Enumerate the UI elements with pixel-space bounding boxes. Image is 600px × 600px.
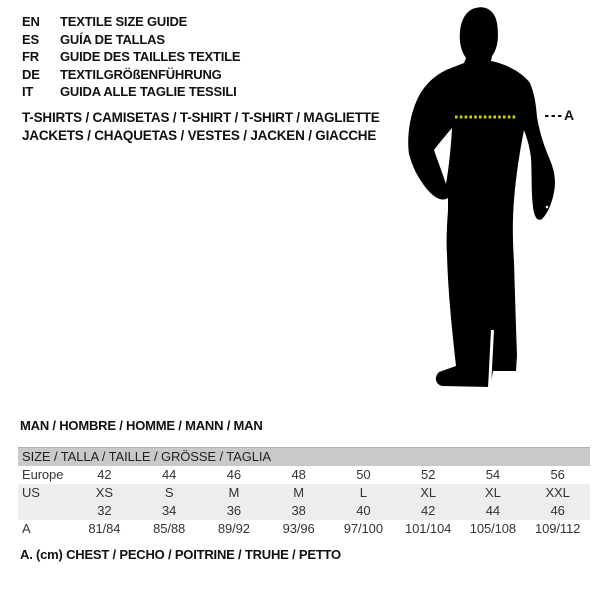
language-row xyxy=(22,13,240,31)
size-cell: 97/100 xyxy=(343,521,383,536)
row-label: A xyxy=(22,521,31,536)
size-cell: L xyxy=(359,485,367,500)
size-cell: 44 xyxy=(161,467,177,482)
language-row xyxy=(22,66,240,84)
row-label: Europe xyxy=(22,467,64,482)
size-cell: 54 xyxy=(485,467,500,482)
size-cell: 109/112 xyxy=(534,521,581,536)
size-cell: 42 xyxy=(97,467,112,482)
size-cell: 52 xyxy=(420,467,436,482)
size-cell: XS xyxy=(95,485,113,500)
size-cell: 105/108 xyxy=(469,521,517,536)
table-row-us xyxy=(18,484,590,502)
language-code: FR xyxy=(22,49,39,64)
language-row xyxy=(22,31,240,49)
size-cell: 89/92 xyxy=(217,521,250,536)
language-code: IT xyxy=(22,84,34,99)
size-cell: 34 xyxy=(161,503,177,518)
silhouette-shape xyxy=(408,7,555,387)
language-label: TEXTILE SIZE GUIDE xyxy=(60,14,188,29)
language-row xyxy=(22,83,240,101)
chest-measurement-note: A. (cm) CHEST / PECHO / POITRINE / TRUHE / PETTO xyxy=(20,547,341,562)
size-cell: 42 xyxy=(420,503,436,518)
table-title-man: MAN / HOMBRE / HOMME / MANN / MAN xyxy=(20,418,263,433)
language-label: GUÍA DE TALLAS xyxy=(60,31,165,47)
size-cell: XL xyxy=(485,485,501,500)
size-cell: 36 xyxy=(226,503,241,518)
size-cell: 85/88 xyxy=(153,521,186,536)
size-table-header: SIZE / TALLA / TAILLE / GRÖSSE / TAGLIA xyxy=(18,447,590,466)
man-silhouette xyxy=(390,0,590,400)
size-cell: 44 xyxy=(485,503,500,518)
measurement-letter-a: A xyxy=(564,107,574,123)
hand-detail xyxy=(546,206,549,209)
row-label xyxy=(18,502,72,520)
garment-categories xyxy=(22,109,380,145)
size-cell: 46 xyxy=(226,467,241,482)
size-cell: 81/84 xyxy=(88,521,121,536)
size-cell: 50 xyxy=(356,467,371,482)
size-cell: XXL xyxy=(545,485,570,500)
table-row-chest-a xyxy=(18,520,590,538)
size-cell: 32 xyxy=(97,503,112,518)
language-code: EN xyxy=(22,14,40,29)
language-row xyxy=(22,48,240,66)
size-cell: 46 xyxy=(550,503,565,518)
language-label: GUIDA ALLE TAGLIE TESSILI xyxy=(60,84,237,99)
size-cell: 40 xyxy=(356,503,371,518)
size-cell: 38 xyxy=(291,503,306,518)
table-row-numeric xyxy=(18,502,590,520)
size-cell: M xyxy=(228,485,240,500)
language-label: GUIDE DES TAILLES TEXTILE xyxy=(60,49,241,64)
size-cell: M xyxy=(293,485,304,500)
language-code: DE xyxy=(22,66,40,82)
size-cell: S xyxy=(164,485,174,500)
size-cell: 101/104 xyxy=(404,521,452,536)
size-cell: 48 xyxy=(291,467,306,482)
size-cell: 93/96 xyxy=(282,521,315,536)
row-label: US xyxy=(22,485,40,500)
language-label: TEXTILGRÖßENFÜHRUNG xyxy=(60,66,222,82)
table-row-europe xyxy=(18,466,590,484)
size-table xyxy=(18,447,590,538)
category-line-jackets: JACKETS / CHAQUETAS / VESTES / JACKEN / GIACCHE xyxy=(22,128,377,143)
language-guide-list xyxy=(22,13,240,101)
size-cell: 56 xyxy=(550,467,565,482)
category-line-tshirts: T-SHIRTS / CAMISETAS / T-SHIRT / T-SHIRT / MAGLIETTE xyxy=(22,110,380,125)
size-cell: XL xyxy=(420,485,436,500)
language-code: ES xyxy=(22,31,39,47)
